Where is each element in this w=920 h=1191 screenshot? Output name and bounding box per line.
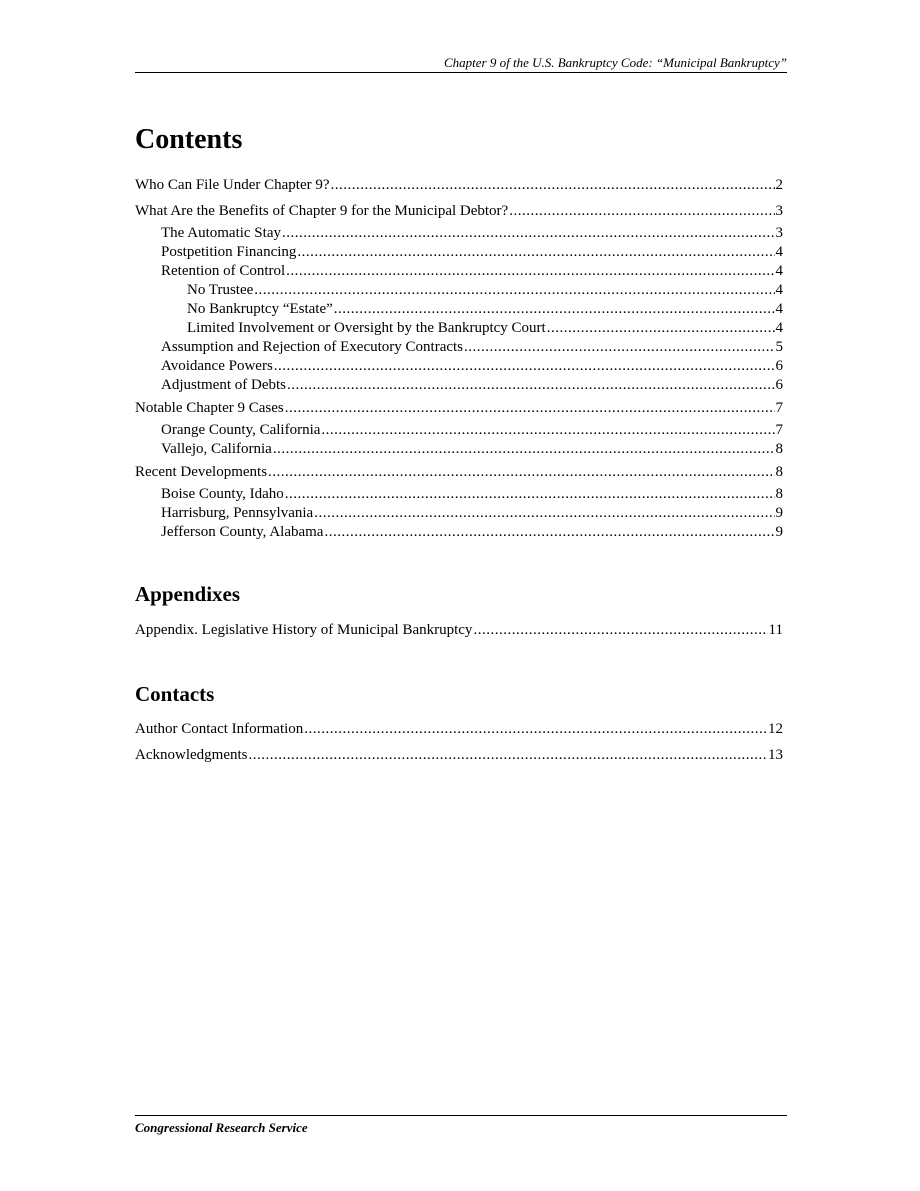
toc-entry-page: 3: [775, 225, 783, 241]
toc-entry-label: Harrisburg, Pennsylvania: [161, 505, 314, 521]
toc-entry-label: Adjustment of Debts: [161, 377, 286, 393]
toc-entry-author-contact[interactable]: [135, 720, 783, 739]
toc-leader-dots: [254, 281, 774, 300]
footer-organization: Congressional Research Service: [135, 1120, 308, 1135]
toc-entry-page: 4: [775, 244, 783, 260]
toc-entry-vallejo[interactable]: [135, 440, 783, 459]
toc-entry-label: Retention of Control: [161, 263, 286, 279]
toc-entry-page: 4: [775, 320, 783, 336]
toc-entry-label: The Automatic Stay: [161, 225, 281, 241]
toc-entry-page: 2: [775, 177, 783, 193]
toc-entry-page: 5: [775, 339, 783, 355]
toc-entry-executory-contracts[interactable]: [135, 338, 783, 357]
toc-entry-label: Postpetition Financing: [161, 244, 297, 260]
toc-entry-page: 4: [775, 263, 783, 279]
toc-leader-dots: [304, 720, 767, 739]
toc-entry-page: 4: [775, 301, 783, 317]
toc-entry-page: 4: [775, 282, 783, 298]
toc-leader-dots: [287, 376, 775, 395]
toc-entry-avoidance-powers[interactable]: [135, 357, 783, 376]
toc-entry-page: 8: [775, 486, 783, 502]
toc-entry-acknowledgments[interactable]: [135, 746, 783, 765]
running-head: Chapter 9 of the U.S. Bankruptcy Code: “Municipal Bankruptcy”: [443, 55, 787, 70]
toc-leader-dots: [274, 357, 775, 376]
toc-entry-page: 9: [775, 505, 783, 521]
toc-entry-page: 7: [775, 422, 783, 438]
toc-leader-dots: [273, 440, 775, 459]
toc-entry-who-can-file[interactable]: [135, 176, 783, 195]
toc-entry-recent-developments[interactable]: [135, 463, 783, 482]
toc-entry-page: 8: [775, 441, 783, 457]
toc-leader-dots: [268, 463, 774, 482]
toc-leader-dots: [285, 485, 775, 504]
toc-leader-dots: [324, 523, 774, 542]
toc-entry-page: 6: [775, 358, 783, 374]
toc-entry-no-trustee[interactable]: [135, 281, 783, 300]
toc-leader-dots: [464, 338, 774, 357]
toc-entry-label: Orange County, California: [161, 422, 321, 438]
toc-entry-benefits[interactable]: [135, 202, 783, 221]
toc-entry-label: No Bankruptcy “Estate”: [187, 301, 333, 317]
footer-divider: [135, 1115, 787, 1116]
header-divider: [135, 72, 787, 73]
toc-entry-legislative-history[interactable]: [135, 621, 783, 640]
toc-leader-dots: [473, 621, 767, 640]
toc-entry-label: Author Contact Information: [135, 721, 304, 737]
toc-entry-page: 11: [768, 622, 783, 638]
toc-entry-adjustment-of-debts[interactable]: [135, 376, 783, 395]
toc-entry-label: Recent Developments: [135, 464, 268, 480]
toc-entry-label: Limited Involvement or Oversight by the Bankruptcy Court: [187, 320, 546, 336]
toc-entry-label: Jefferson County, Alabama: [161, 524, 324, 540]
toc-entry-page: 6: [775, 377, 783, 393]
toc-entry-boise-county[interactable]: [135, 485, 783, 504]
toc-leader-dots: [297, 243, 774, 262]
toc-entry-label: Assumption and Rejection of Executory Contracts: [161, 339, 464, 355]
toc-entry-no-bankruptcy-estate[interactable]: [135, 300, 783, 319]
toc-entry-postpetition-financing[interactable]: [135, 243, 783, 262]
toc-entry-label: Avoidance Powers: [161, 358, 273, 374]
toc-entry-orange-county[interactable]: [135, 421, 783, 440]
toc-entry-label: Who Can File Under Chapter 9?: [135, 177, 330, 193]
toc-entry-page: 9: [775, 524, 783, 540]
toc-entry-page: 7: [775, 400, 783, 416]
toc-leader-dots: [314, 504, 774, 523]
toc-entry-label: Acknowledgments: [135, 747, 248, 763]
toc-entry-label: Vallejo, California: [161, 441, 272, 457]
toc-leader-dots: [334, 300, 775, 319]
contents-title: Contents: [135, 124, 243, 155]
toc-leader-dots: [547, 319, 775, 338]
toc-entry-label: What Are the Benefits of Chapter 9 for the Municipal Debtor?: [135, 203, 509, 219]
toc-leader-dots: [331, 176, 775, 195]
toc-entry-retention-of-control[interactable]: [135, 262, 783, 281]
toc-entry-label: No Trustee: [187, 282, 254, 298]
toc-leader-dots: [282, 224, 775, 243]
toc-entry-label: Boise County, Idaho: [161, 486, 284, 502]
toc-entry-automatic-stay[interactable]: [135, 224, 783, 243]
toc-leader-dots: [509, 202, 774, 221]
toc-leader-dots: [248, 746, 767, 765]
toc-entry-page: 8: [775, 464, 783, 480]
toc-entry-page: 12: [768, 721, 783, 737]
toc-leader-dots: [285, 399, 775, 418]
toc-entry-page: 3: [775, 203, 783, 219]
toc-entry-page: 13: [768, 747, 783, 763]
contacts-title: Contacts: [135, 682, 215, 706]
toc-leader-dots: [286, 262, 774, 281]
toc-leader-dots: [321, 421, 774, 440]
toc-entry-harrisburg[interactable]: [135, 504, 783, 523]
toc-entry-label: Appendix. Legislative History of Municipal Bankruptcy: [135, 622, 473, 638]
toc-entry-limited-involvement[interactable]: [135, 319, 783, 338]
appendixes-title: Appendixes: [135, 582, 241, 606]
toc-entry-jefferson-county[interactable]: [135, 523, 783, 542]
toc-entry-notable-cases[interactable]: [135, 399, 783, 418]
toc-entry-label: Notable Chapter 9 Cases: [135, 400, 284, 416]
